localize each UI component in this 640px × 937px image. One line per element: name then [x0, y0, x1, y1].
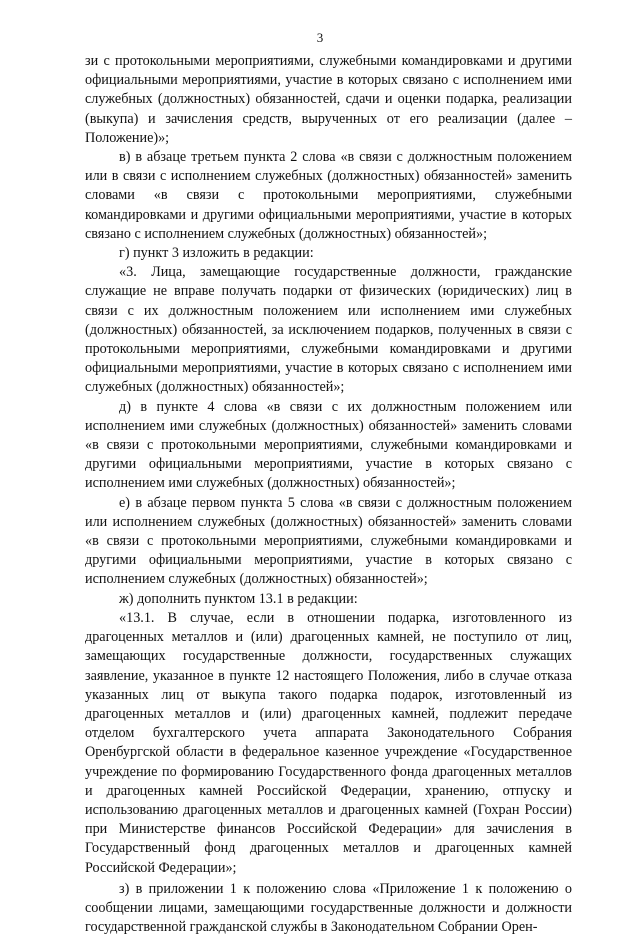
paragraph-item-zh: ж) дополнить пунктом 13.1 в редакции:: [119, 590, 358, 607]
paragraph-item-e: е) в абзаце первом пункта 5 слова «в связи с должностным положением или исполнением служебных (должностных) обязанностей» заменить словами «в связи с протокольными мероприятиями, служебными командировками и другими официальными мероприятиями, участие в которых связано с исполнением служебных (должностных) обязанностей»;: [85, 494, 572, 588]
page-number: 3: [316, 30, 324, 45]
paragraph-item-g: г) пункт 3 изложить в редакции:: [119, 245, 314, 262]
paragraph-item-v: в) в абзаце третьем пункта 2 слова «в связи с должностным положением или в связи с исполнением служебных (должностных) обязанностей» заменить словами «в связи с протокольными мероприятиями, служебными командировками и другими официальными мероприятиями, участие в которых связано с исполнением служебных (должностных) обязанностей»;: [85, 149, 572, 242]
paragraph-item-13-1-text: «13.1. В случае, если в отношении подарка, изготовленного из драгоценных металлов и (или) драгоценных камней, не поступило от лиц, замещающих государственные должности, государственных служащих заявление, указанное в пункте 12 настоящего Положения, либо в случае отказа указанных лиц от выкупа такого подарка подарок, изготовленный из драгоценных металлов и (или) драгоценных камней, подлежит передаче отделом бухгалтерского учета аппарата Законодательного Собрания Оренбургской области в федеральное казенное учреждение «Государственное учреждение по формированию Государственного фонда драгоценных металлов и драгоценных камней Российской Федерации, хранению, отпуску и использованию драгоценных металлов и драгоценных камней (Гохран России) при Министерстве финансов Российской Федерации» для зачисления в Государственный фонд драгоценных металлов и драгоценных камней Российской Федерации»;: [85, 609, 572, 876]
paragraph-item-z: з) в приложении 1 к положению слова «Приложение 1 к положению о сообщении лицами, замещающими государственные должности и должности государственной гражданской службы в Законодательном Собрании Орен-: [85, 880, 572, 936]
paragraph-item-3-text: «3. Лица, замещающие государственные должности, гражданские служащие не вправе получать подарки от физических (юридических) лиц в связи с их должностным положением или исполнением ими служебных (должностных) обязанностей, за исключением подарков, полученных в связи с протокольными мероприятиями, служебными командировками и другими официальными мероприятиями, участие в которых связано с исполнением ими служебных (должностных) обязанностей»;: [85, 264, 572, 396]
paragraph-item-d: д) в пункте 4 слова «в связи с их должностным положением или исполнением ими служебных (должностных) обязанностей» заменить словами «в связи с протокольными мероприятиями, служебными командировками и другими официальными мероприятиями, участие в которых связано с исполнением ими служебных (должностных) обязанностей»;: [85, 398, 572, 492]
paragraph-continuation: зи с протокольными мероприятиями, служебными командировками и другими официальными мероприятиями, участие в которых связано с исполнением ими служебных (должностных) обязанностей, сдачи и оценки подарка, реализации (выкупа) и зачисления средств, вырученных от его реализации (далее – Положение)»;: [85, 53, 572, 146]
document-body: [85, 52, 572, 937]
